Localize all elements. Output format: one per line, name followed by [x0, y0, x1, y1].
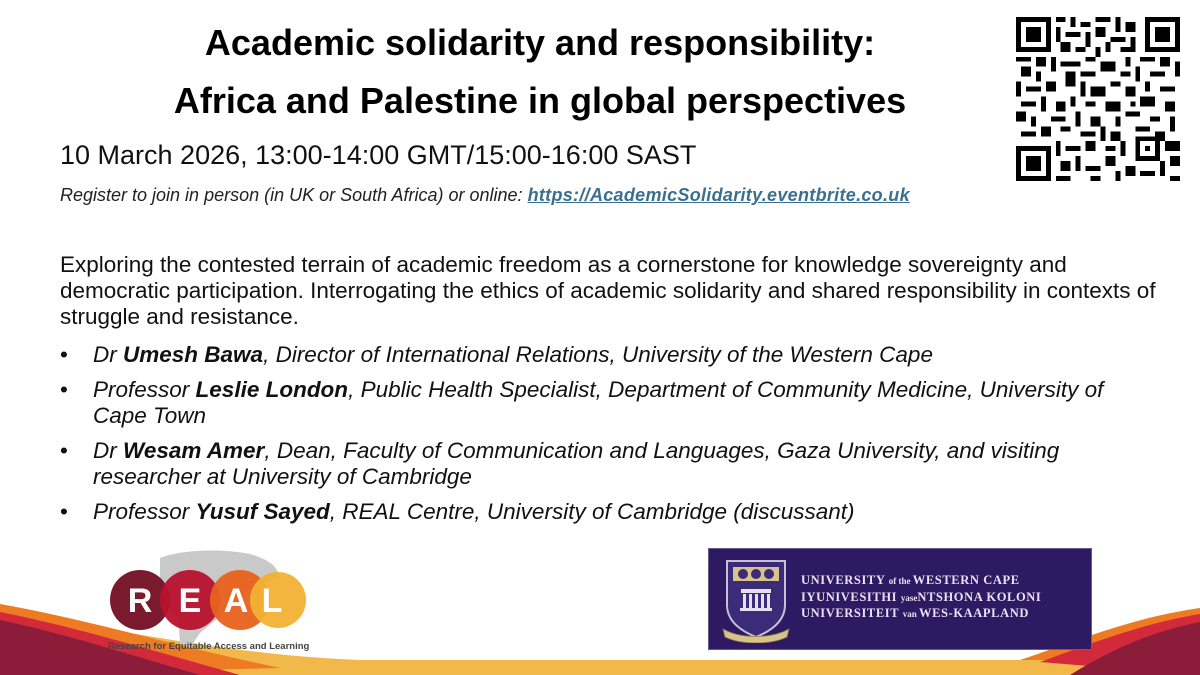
registration-text: Register to join in person (in UK or South Africa) or online:	[60, 185, 528, 205]
speaker-name: Umesh Bawa	[123, 342, 264, 367]
speaker-title: Dr	[93, 342, 123, 367]
bullet-icon: •	[60, 438, 68, 463]
speaker-affiliation: , Director of International Relations, University of the Western Cape	[263, 342, 933, 367]
speaker-name: Wesam Amer	[123, 438, 265, 463]
registration-line	[60, 185, 910, 206]
bullet-icon: •	[60, 377, 68, 402]
speaker-list	[60, 342, 1140, 534]
bullet-icon: •	[60, 342, 68, 367]
event-description: Exploring the contested terrain of academic freedom as a cornerstone for knowledge sovereignty and democratic participation. Interrogating the ethics of academic solidarity and shared responsibility in contexts of struggle and resistance.	[60, 252, 1156, 329]
event-title-line1: Academic solidarity and responsibility:	[204, 22, 876, 63]
speaker-item	[60, 438, 1140, 490]
speaker-item	[60, 499, 1140, 525]
speaker-title: Professor	[93, 499, 196, 524]
registration-link[interactable]: https://AcademicSolidarity.eventbrite.co.uk	[527, 185, 910, 205]
real-letter-l: L	[261, 582, 283, 620]
uwc-logo	[708, 548, 1092, 650]
speaker-name: Leslie London	[195, 377, 349, 402]
event-title-line2: Africa and Palestine in global perspectives	[173, 80, 907, 121]
speaker-item	[60, 377, 1140, 429]
speaker-title: Dr	[93, 438, 123, 463]
speaker-affiliation: , Public Health Specialist, Department of Community Medicine, University of Cape Town	[93, 377, 1104, 428]
uwc-logo-text: UNIVERSITY of the WESTERN CAPE IYUNIVESITHI yaseNTSHONA KOLONI UNIVERSITEIT van WES-KAAPLAND	[801, 573, 1042, 620]
speaker-title: Professor	[93, 377, 196, 402]
event-datetime: 10 March 2026, 13:00-14:00 GMT/15:00-16:00 SAST	[60, 140, 697, 170]
speaker-affiliation: , Dean, Faculty of Communication and Languages, Gaza University, and visiting researcher at University of Cambridge	[93, 438, 1060, 489]
real-letter-r: R	[127, 582, 153, 620]
real-letter-a: A	[223, 582, 249, 620]
speaker-name: Yusuf Sayed	[195, 499, 330, 524]
qr-code-icon[interactable]	[1016, 17, 1180, 181]
real-letter-e: E	[178, 582, 202, 620]
uwc-crest-icon	[721, 557, 791, 643]
speaker-item	[60, 342, 1140, 368]
bullet-icon: •	[60, 499, 68, 524]
real-logo-caption: Research for Equitable Access and Learning	[108, 641, 310, 652]
speaker-affiliation: , REAL Centre, University of Cambridge (discussant)	[329, 499, 855, 524]
